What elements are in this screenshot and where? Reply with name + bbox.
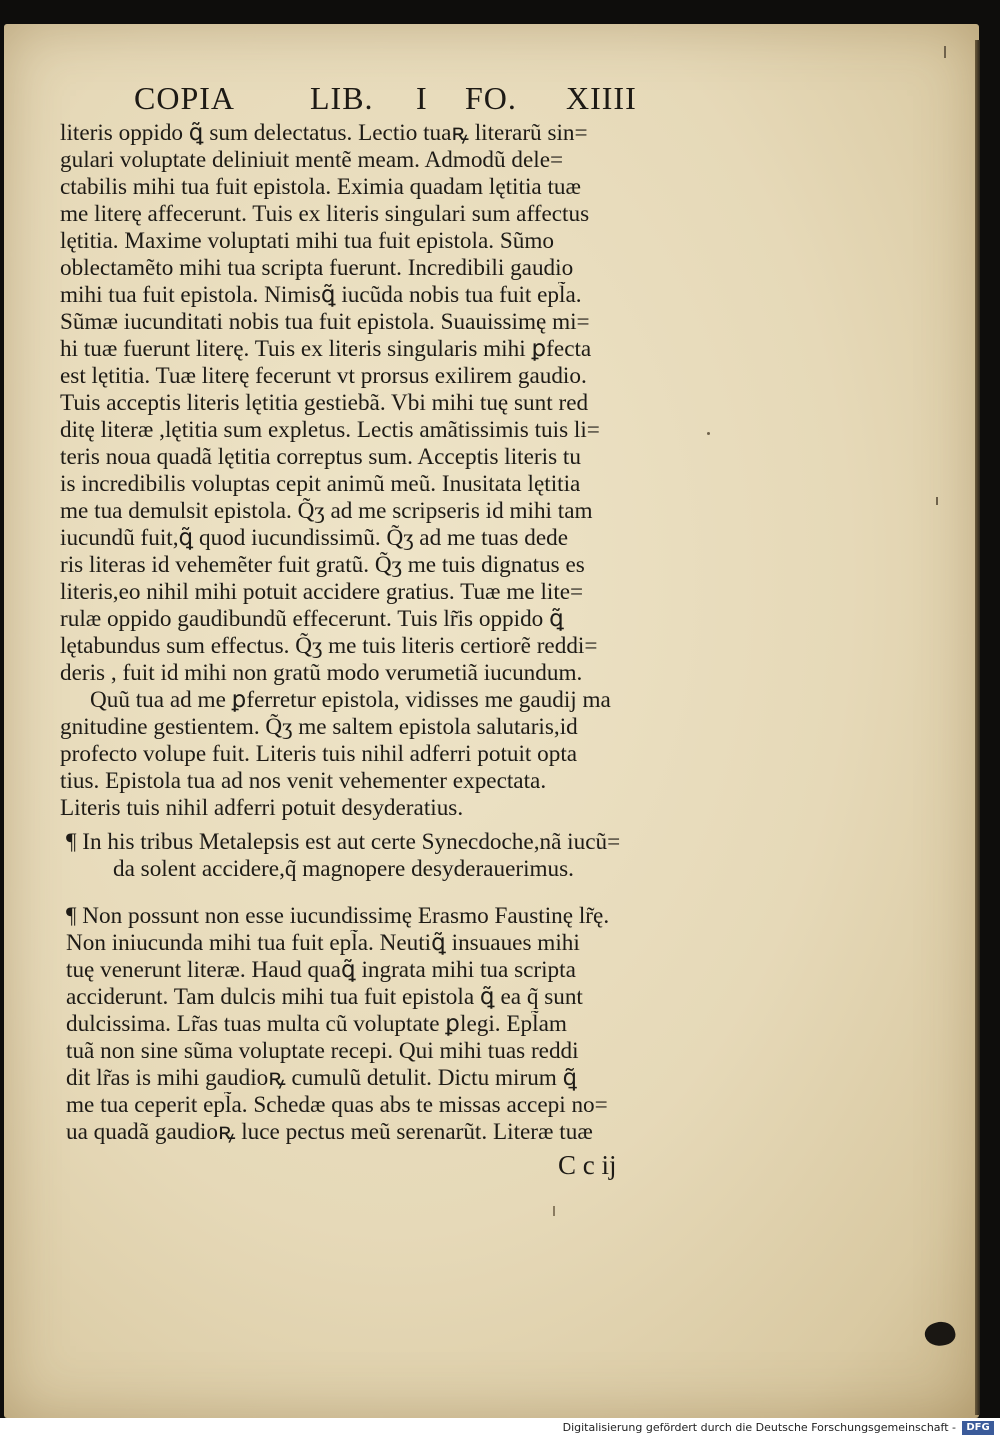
text-line: oblectamẽto mihi tua scripta fuerunt. Incredibili gaudio <box>60 255 574 281</box>
text-line: dulcissima. Lr̃as tuas multa cũ voluptate ꝑlegi. Epl̃am <box>66 1011 567 1037</box>
text-line: lętitia. Maxime voluptati mihi tua fuit epistola. Sũmo <box>60 228 554 254</box>
paper-speck <box>944 46 946 58</box>
text-line: mihi tua fuit epistola. Nimisꝗ̃ iucũda nobis tua fuit epl̃a. <box>60 282 582 308</box>
paper-speck <box>707 432 710 435</box>
text-line: profecto volupe fuit. Literis tuis nihil adferri potuit opta <box>60 741 578 767</box>
text-line: literis oppido ꝗ̃ sum delectatus. Lectio tuaꝶ literarũ sin= <box>60 120 588 146</box>
text-line: gulari voluptate deliniuit mentẽ meam. Admodũ dele= <box>60 147 564 173</box>
signature-mark: C c ij <box>558 1150 617 1180</box>
running-head-book: I <box>416 80 428 116</box>
text-line: hi tuæ fuerunt literę. Tuis ex literis singularis mihi ꝑfecta <box>60 336 592 362</box>
digitization-footer <box>0 1418 1000 1439</box>
running-head-lib: LIB. <box>310 80 374 116</box>
text-line: ¶ In his tribus Metalepsis est aut certe Synecdoche,nã iucũ= <box>66 829 621 855</box>
main-text <box>60 120 700 822</box>
text-line: deris , fuit id mihi non gratũ modo verumetiã iucundum. <box>60 660 583 686</box>
text-line: teris noua quadã lętitia correptus sum. Acceptis literis tu <box>60 444 581 470</box>
text-line: lętabundus sum effectus. Q̃ʒ me tuis literis certiorẽ reddi= <box>60 633 598 659</box>
text-line: rulæ oppido gaudibundũ effecerunt. Tuis lr̃is oppido ꝗ̃ <box>60 606 564 632</box>
text-line: tius. Epistola tua ad nos venit vehementer expectata. <box>60 768 547 794</box>
text-line: ua quadã gaudioꝶ luce pectus meũ serenarũt. Literæ tuæ <box>66 1119 593 1145</box>
running-head <box>134 80 654 120</box>
text-line: da solent accidere,q̃ magnopere desyderauerimus. <box>113 856 574 882</box>
examples-paragraph <box>66 903 706 1146</box>
text-line: dit lr̃as is mihi gaudioꝶ cumulũ detulit. Dictu mirum ꝗ̃ <box>66 1065 577 1091</box>
paper-speck <box>553 1206 555 1216</box>
dfg-logo-icon[interactable]: DFG <box>962 1421 994 1435</box>
text-line: me tua demulsit epistola. Q̃ʒ ad me scripseris id mihi tam <box>60 498 593 524</box>
text-line: est lętitia. Tuæ literę fecerunt vt prorsus exilirem gaudio. <box>60 363 587 389</box>
text-line: literis,eo nihil mihi potuit accidere gratius. Tuæ me lite= <box>60 579 584 605</box>
paper-speck <box>936 497 938 505</box>
commentary-paragraph <box>66 829 706 883</box>
text-line: Quũ tua ad me ꝑferretur epistola, vidisses me gaudij ma <box>90 687 611 713</box>
text-line: ris literas id vehemẽter fuit gratũ. Q̃ʒ me tuis dignatus es <box>60 552 585 578</box>
text-line: Sũmæ iucunditati nobis tua fuit epistola. Suauissimę mi= <box>60 309 590 335</box>
text-line: ¶ Non possunt non esse iucundissimę Erasmo Faustinę lr̃ę. <box>66 903 610 929</box>
folio-number: XIIII <box>566 80 637 116</box>
text-line: me tua ceperit epl̃a. Schedæ quas abs te missas accepi no= <box>66 1092 608 1118</box>
text-line: me literę affecerunt. Tuis ex literis singulari sum affectus <box>60 201 590 227</box>
text-line: is incredibilis voluptas cepit animũ meũ. Inusitata lętitia <box>60 471 581 497</box>
text-line: tuę venerunt literæ. Haud quaꝗ̃ ingrata mihi tua scripta <box>66 957 576 983</box>
text-line: iucundũ fuit,ꝗ̃ quod iucundissimũ. Q̃ʒ ad me tuas dede <box>60 525 569 551</box>
text-line: Literis tuis nihil adferri potuit desyderatius. <box>60 795 464 821</box>
text-line: gnitudine gestientem. Q̃ʒ me saltem epistola salutaris,id <box>60 714 578 740</box>
page-edge <box>975 40 980 1415</box>
text-line: Non iniucunda mihi tua fuit epl̃a. Neutiꝗ̃ insuaues mihi <box>66 930 580 956</box>
text-line: tuã non sine sũma voluptate recepi. Qui mihi tuas reddi <box>66 1038 579 1064</box>
funding-credit: Digitalisierung gefördert durch die Deutsche Forschungsgemeinschaft - <box>562 1421 956 1434</box>
text-line: ditę literæ ,lętitia sum expletus. Lectis amãtissimis tuis li= <box>60 417 600 443</box>
text-line: Tuis acceptis literis lętitia gestiebã. Vbi mihi tuę sunt red <box>60 390 589 416</box>
text-line: acciderunt. Tam dulcis mihi tua fuit epistola ꝗ̃ ea q̃ sunt <box>66 984 583 1010</box>
text-line: ctabilis mihi tua fuit epistola. Eximia quadam lętitia tuæ <box>60 174 581 200</box>
running-head-title: COPIA <box>134 80 236 116</box>
running-head-fo: FO. <box>465 80 517 116</box>
